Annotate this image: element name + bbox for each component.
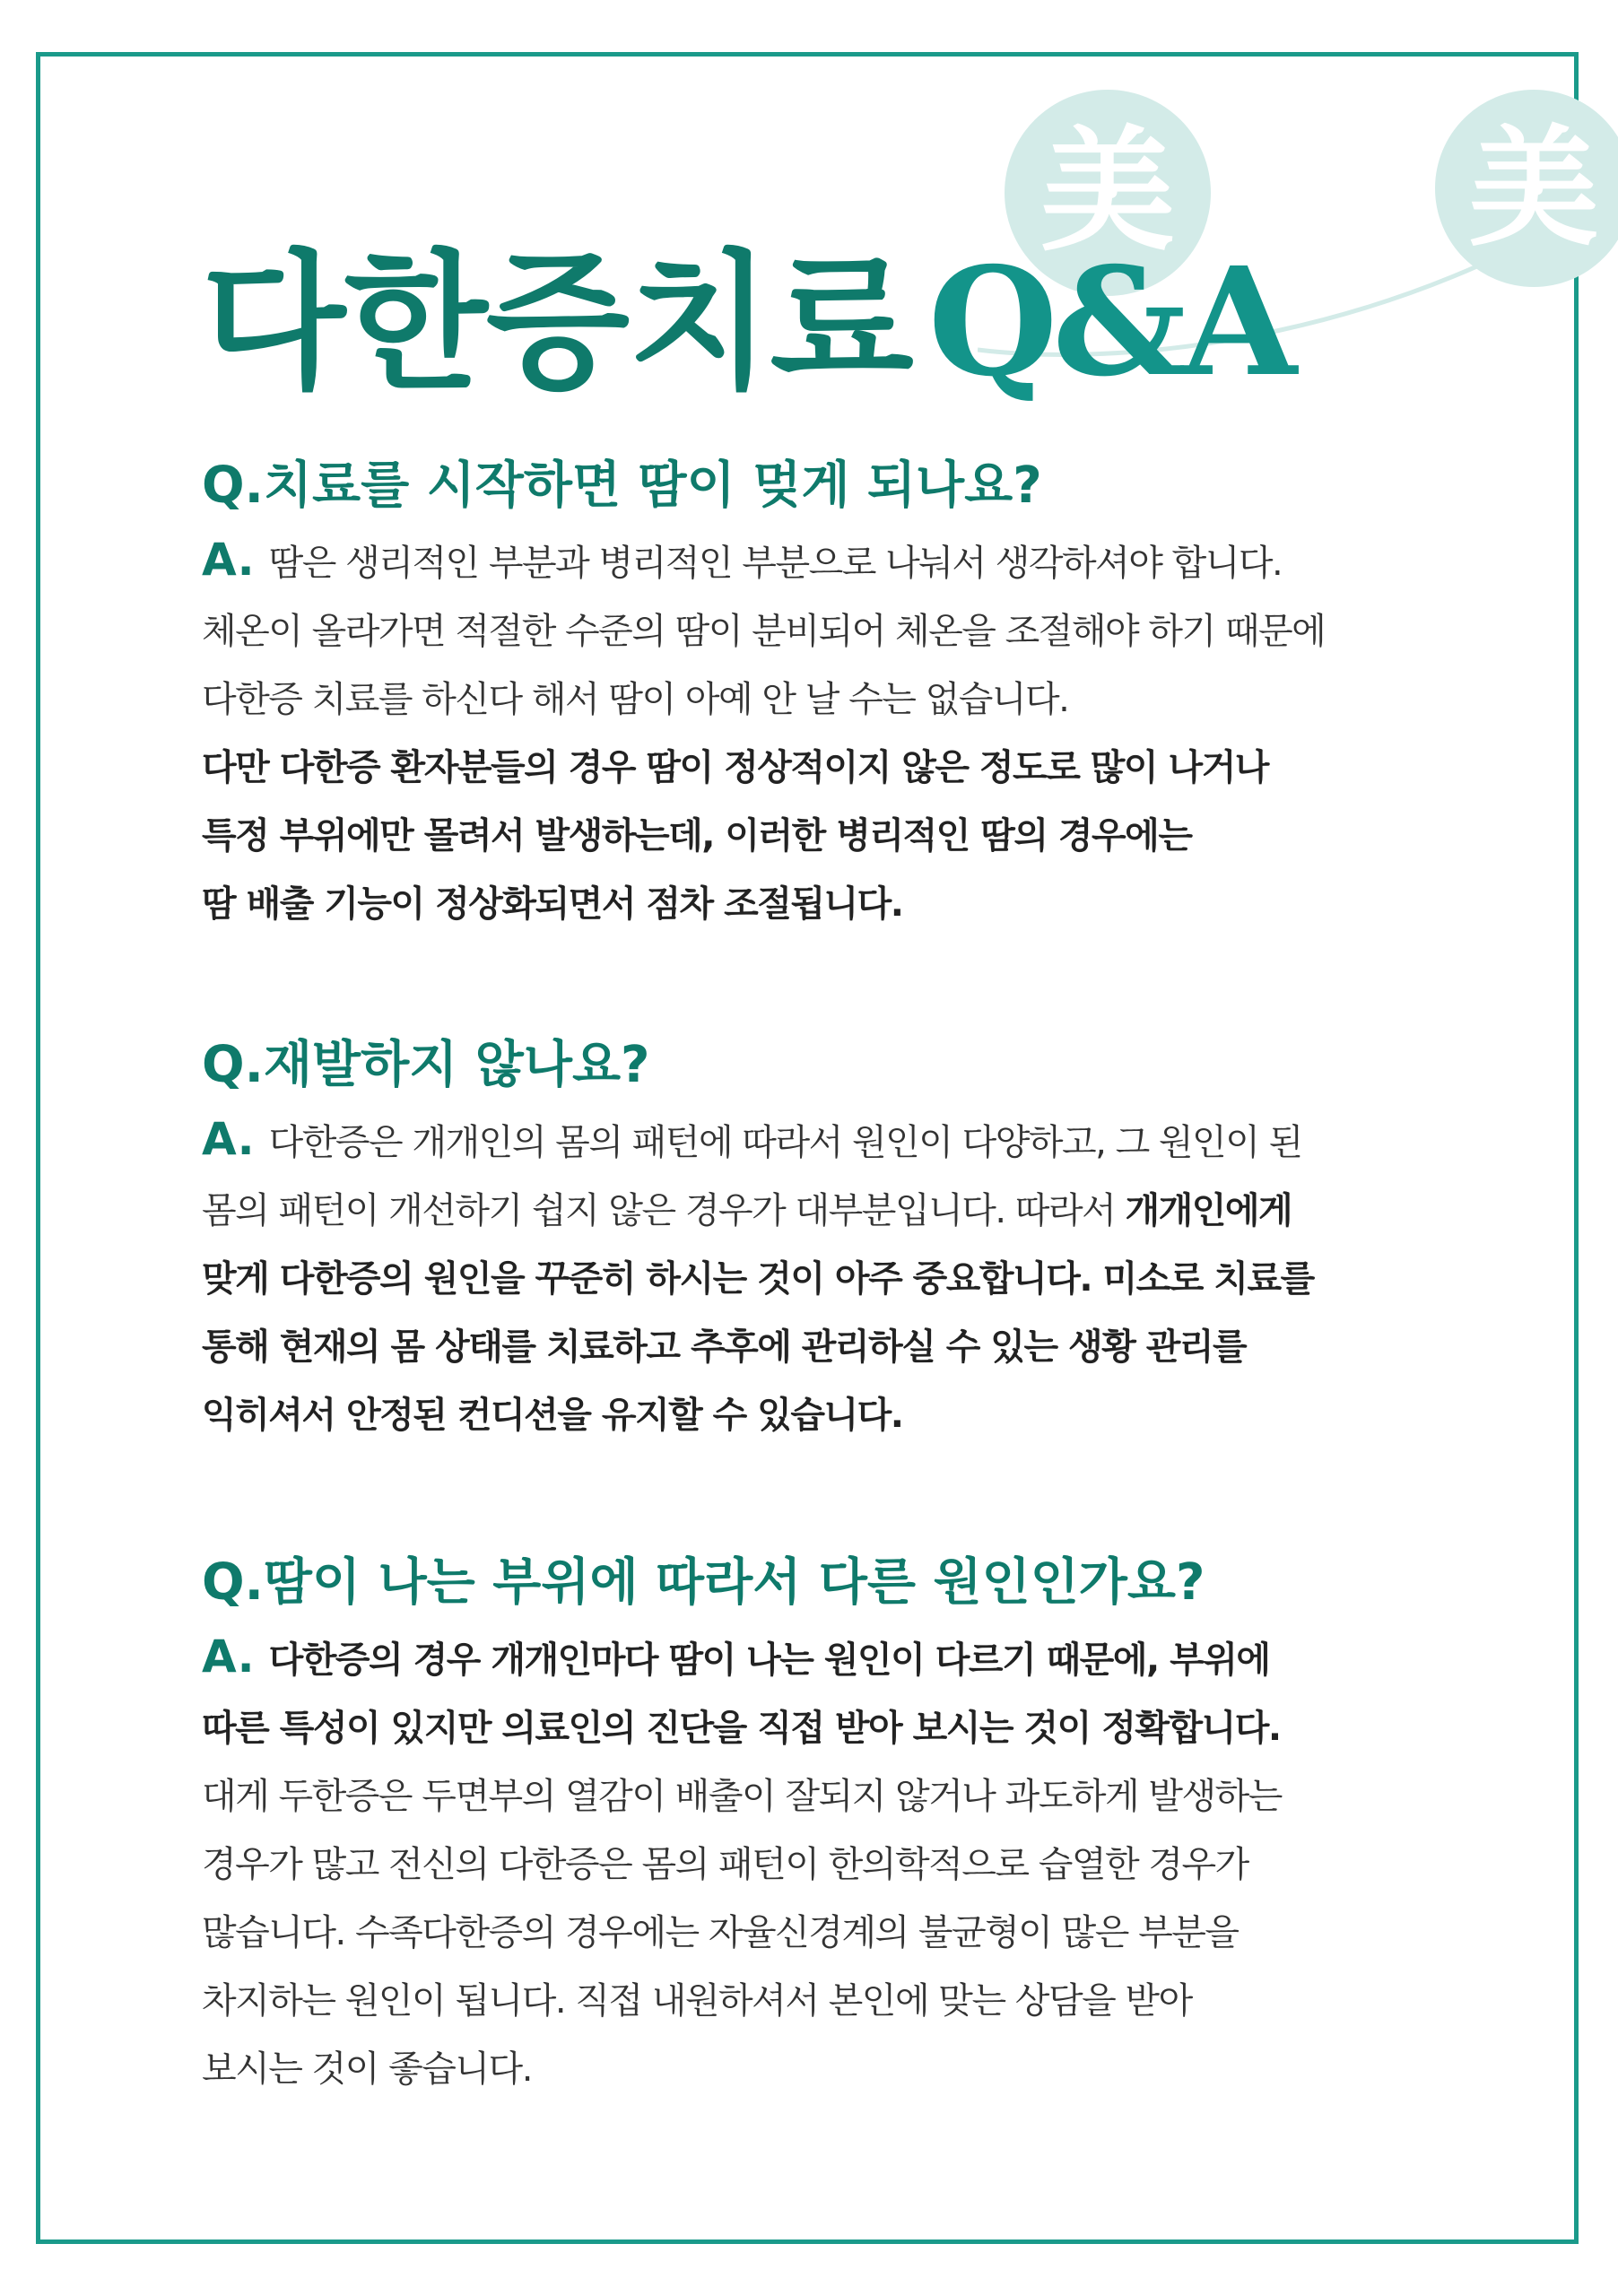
answer-text-bold: 특정 부위에만 몰려서 발생하는데, 이러한 병리적인 땀의 경우에는: [202, 815, 1192, 857]
seal-right: [1435, 90, 1618, 287]
seal-left-char: 美: [1040, 112, 1176, 270]
answer-line: [202, 1105, 1520, 1177]
answer-marker: A.: [202, 1113, 255, 1165]
answer-line: [202, 597, 1520, 665]
answer-line: [202, 1899, 1520, 1967]
answer-marker: A.: [202, 534, 255, 586]
answer-text-bold: 익히셔서 안정된 컨디션을 유지할 수 있습니다.: [202, 1395, 903, 1436]
title-main: 다한증치료: [202, 237, 912, 410]
answer-text-bold: 다한증의 경우 개개인마다 땀이 나는 원인이 다르기 때문에, 부위에: [268, 1639, 1270, 1681]
answer-line: [202, 734, 1520, 802]
answer-body: [202, 1105, 1520, 1449]
answer-line: [202, 2035, 1520, 2103]
answer-line: [202, 1694, 1520, 1762]
question-heading: Q.치료를 시작하면 땀이 멎게 되나요?: [202, 457, 1042, 515]
answer-text: 대게 두한증은 두면부의 열감이 배출이 잘되지 않거나 과도하게 발생하는: [202, 1776, 1282, 1817]
answer-text-bold: 따른 특성이 있지만 의료인의 진단을 직접 받아 보시는 것이 정확합니다.: [202, 1708, 1281, 1749]
answer-text-bold: 맞게 다한증의 원인을 꾸준히 하시는 것이 아주 중요합니다. 미소로 치료를: [202, 1258, 1314, 1300]
answer-line: [202, 1381, 1520, 1449]
answer-text: 경우가 많고 전신의 다한증은 몸의 패턴이 한의학적으로 습열한 경우가: [202, 1844, 1248, 1885]
answer-text: 다한증은 개개인의 몸의 패턴에 따라서 원인이 다양하고, 그 원인이 된: [268, 1122, 1302, 1163]
answer-text: 체온이 올라가면 적절한 수준의 땀이 분비되어 체온을 조절해야 하기 때문에: [202, 611, 1326, 652]
qa-section-3: [202, 1547, 1520, 2103]
answer-text-bold: 땀 배출 기능이 정상화되면서 점차 조절됩니다.: [202, 883, 903, 925]
answer-text-bold: 다만 다한증 환자분들의 경우 땀이 정상적이지 않은 정도로 많이 나거나: [202, 747, 1268, 788]
answer-text: 땀은 생리적인 부분과 병리적인 부분으로 나눠서 생각하셔야 합니다.: [268, 543, 1283, 584]
answer-line: [202, 1831, 1520, 1899]
answer-text: 많습니다. 수족다한증의 경우에는 자율신경계의 불균형이 많은 부분을: [202, 1912, 1239, 1953]
answer-body: [202, 1622, 1520, 2103]
answer-text: 몸의 패턴이 개선하기 쉽지 않은 경우가 대부분입니다. 따라서: [202, 1190, 1126, 1231]
answer-line: [202, 870, 1520, 938]
answer-line: [202, 1177, 1520, 1245]
answer-text-bold: 통해 현재의 몸 상태를 치료하고 추후에 관리하실 수 있는 생황 관리를: [202, 1326, 1247, 1368]
answer-body: [202, 526, 1520, 938]
question-heading: Q.땀이 나는 부위에 따라서 다른 원인인가요?: [202, 1553, 1205, 1612]
answer-text: 다한증 치료를 하신다 해서 땀이 아예 안 날 수는 없습니다.: [202, 679, 1069, 720]
seal-right-char: 美: [1468, 112, 1599, 265]
answer-marker: A.: [202, 1631, 255, 1683]
answer-line: [202, 665, 1520, 734]
page-title: [202, 224, 1292, 422]
answer-line: [202, 1967, 1520, 2035]
title-qa: Q&A: [927, 235, 1292, 410]
qa-section-1: [202, 450, 1520, 938]
question-heading: Q.재발하지 않나요?: [202, 1036, 650, 1094]
answer-text: 차지하는 원인이 됩니다. 직접 내원하셔서 본인에 맞는 상담을 받아: [202, 1980, 1192, 2022]
qa-section-2: [202, 1030, 1520, 1449]
answer-line: [202, 802, 1520, 870]
answer-line: [202, 1313, 1520, 1381]
answer-line: [202, 526, 1520, 597]
answer-text: 보시는 것이 좋습니다.: [202, 2048, 532, 2090]
answer-text-bold: 개개인에게: [1125, 1190, 1292, 1231]
answer-line: [202, 1762, 1520, 1831]
answer-line: [202, 1622, 1520, 1694]
answer-line: [202, 1245, 1520, 1313]
